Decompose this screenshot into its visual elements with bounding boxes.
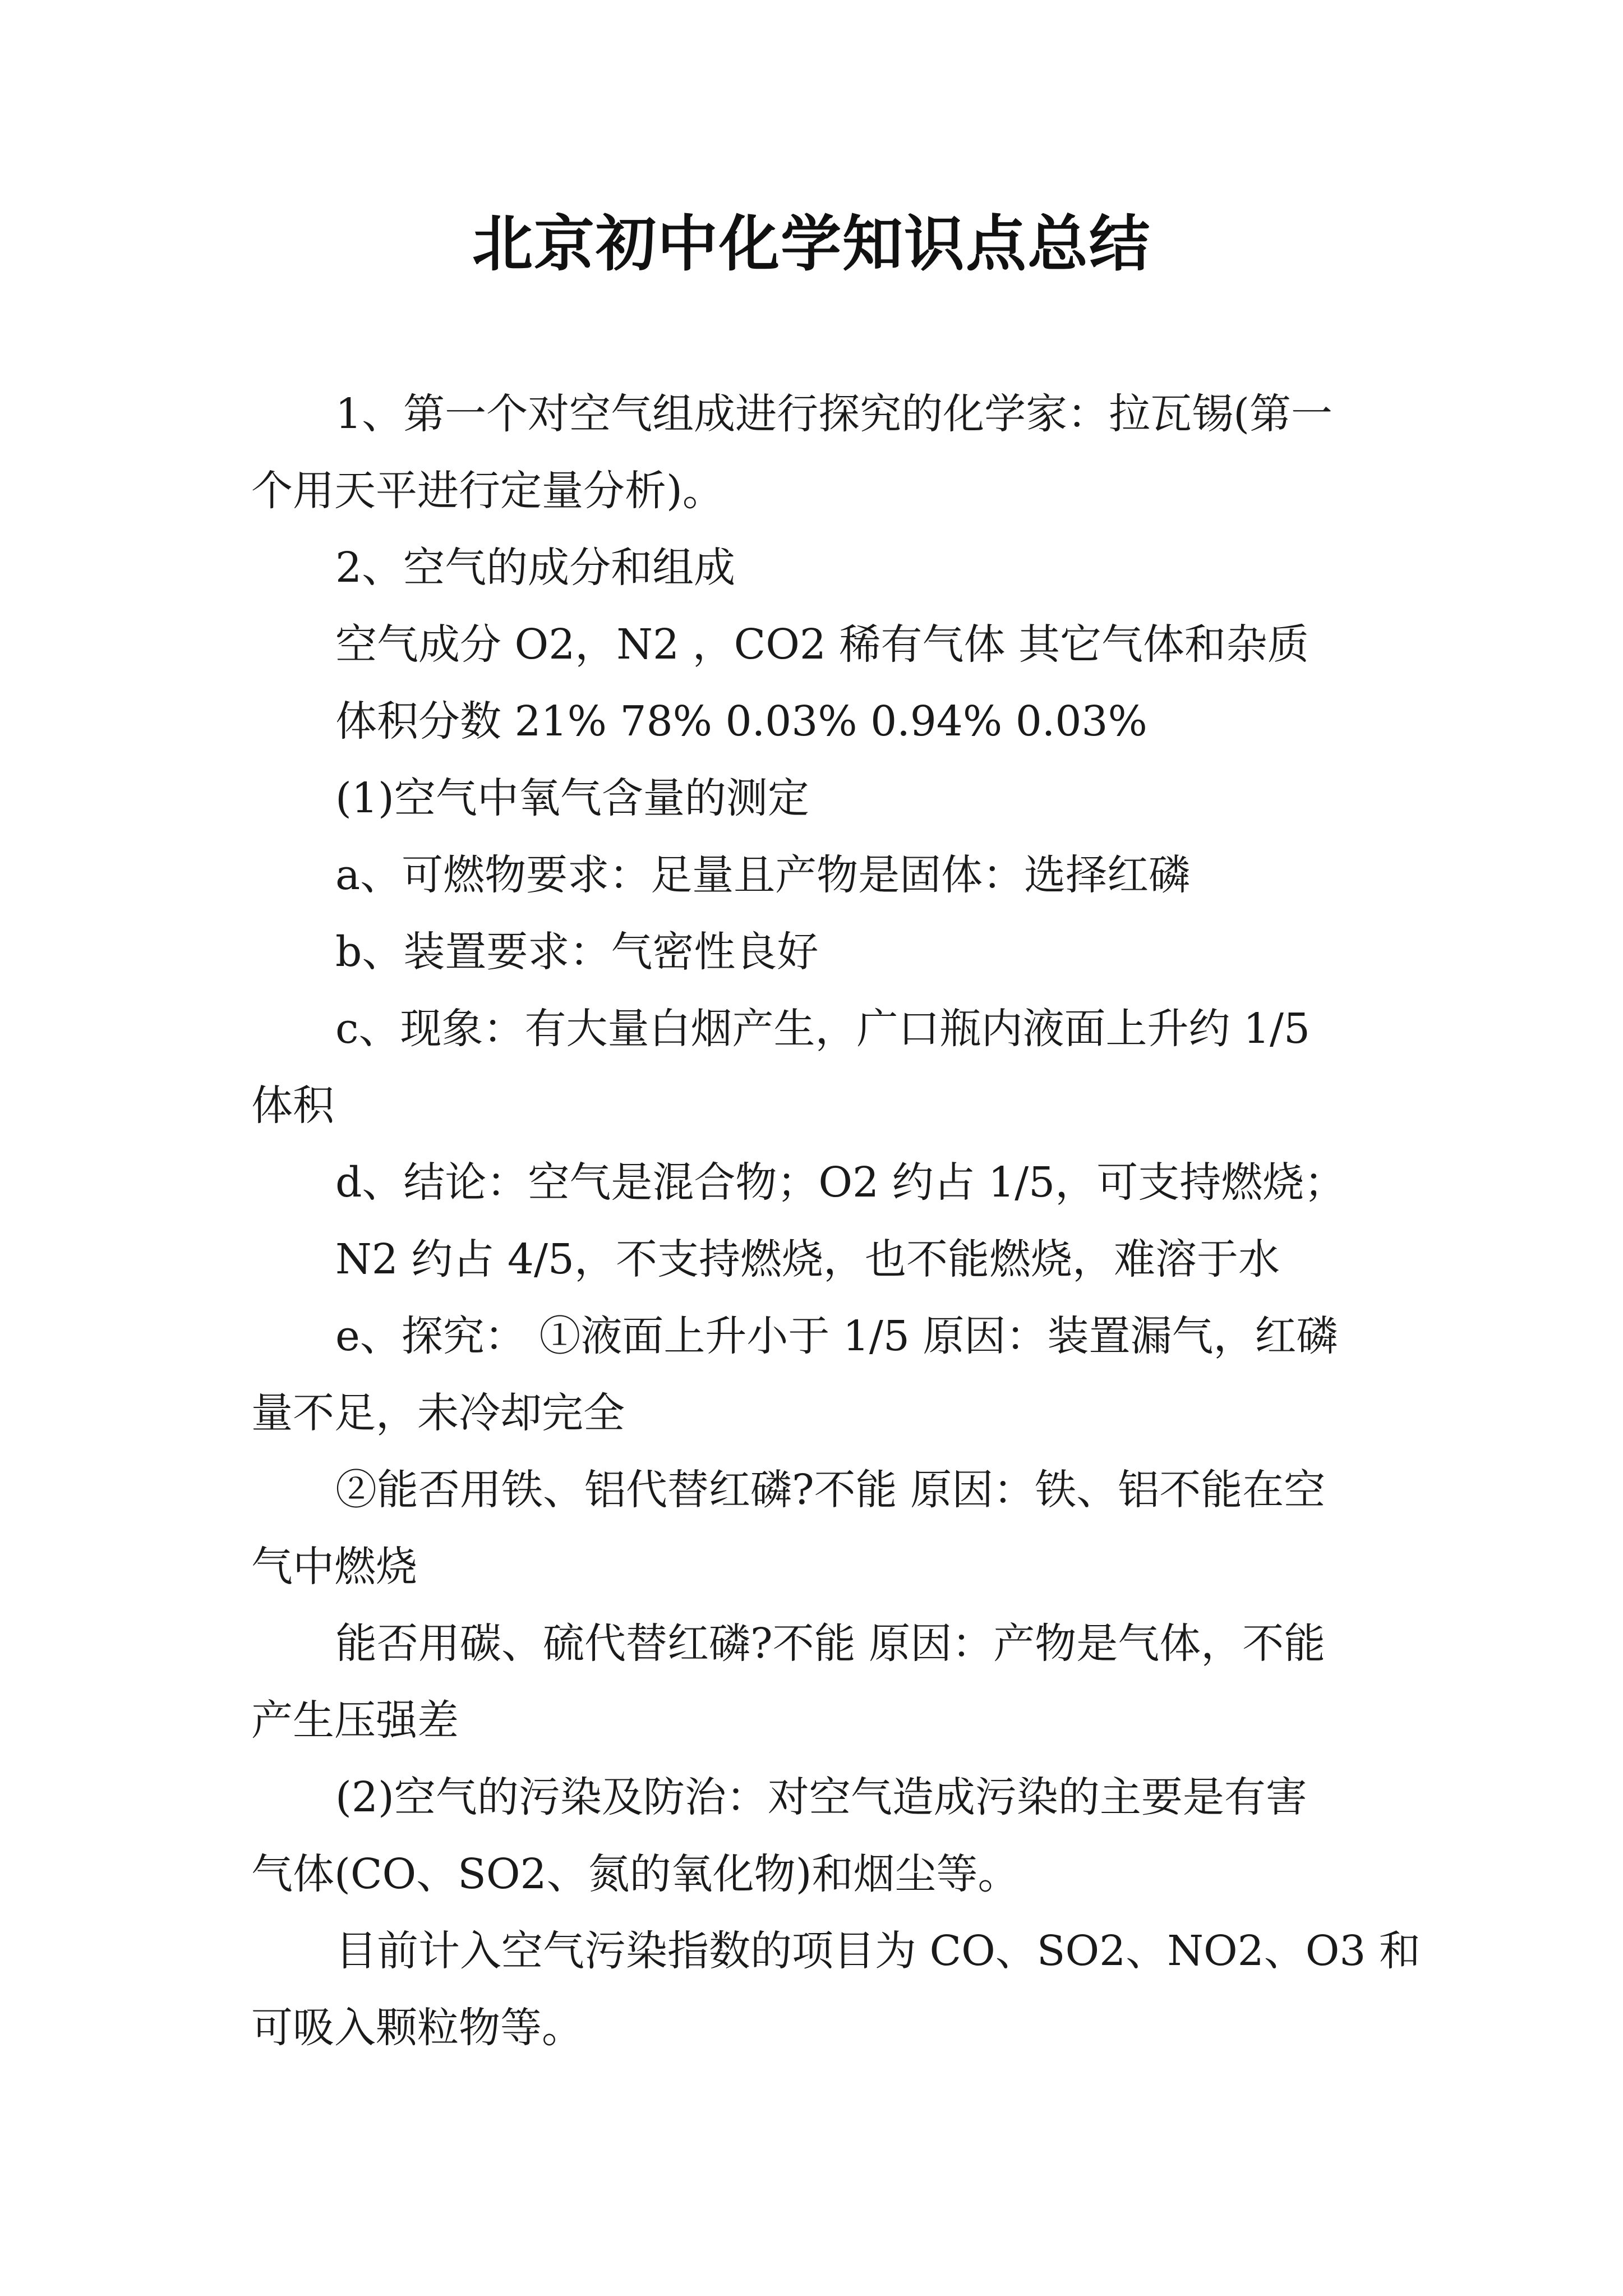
paragraph-line: b、装置要求：气密性良好 bbox=[335, 928, 819, 976]
paragraph-line: a、可燃物要求：足量且产物是固体：选择红磷 bbox=[335, 851, 1191, 899]
paragraph-line: 体积分数 21% 78% 0.03% 0.94% 0.03% bbox=[335, 697, 1147, 746]
paragraph-line: 气体(CO、SO2、氮的氧化物)和烟尘等。 bbox=[251, 1850, 1020, 1898]
paragraph-line: e、探究： ①液面上升小于 1/5 原因：装置漏气，红磷 bbox=[335, 1312, 1338, 1360]
paragraph-line: d、结论：空气是混合物；O2 约占 1/5，可支持燃烧； bbox=[335, 1158, 1346, 1207]
paragraph-line: N2 约占 4/5，不支持燃烧，也不能燃烧，难溶于水 bbox=[335, 1235, 1280, 1283]
paragraph-line: 个用天平进行定量分析)。 bbox=[251, 467, 724, 515]
paragraph-line: 能否用碳、硫代替红磷?不能 原因：产物是气体，不能 bbox=[335, 1619, 1326, 1668]
document-body bbox=[251, 376, 1421, 2067]
paragraph-line: 气中燃烧 bbox=[251, 1543, 417, 1591]
paragraph-line: (1)空气中氧气含量的测定 bbox=[335, 774, 809, 822]
paragraph-line: 2、空气的成分和组成 bbox=[335, 544, 736, 592]
paragraph-line: (2)空气的污染及防治：对空气造成污染的主要是有害 bbox=[335, 1773, 1307, 1821]
page-title: 北京初中化学知识点总结 bbox=[472, 209, 1151, 279]
paragraph-line: ②能否用铁、铝代替红磷?不能 原因：铁、铝不能在空 bbox=[335, 1466, 1326, 1514]
paragraph-line: 产生压强差 bbox=[251, 1696, 459, 1745]
paragraph-line: 量不足，未冷却完全 bbox=[251, 1389, 625, 1437]
paragraph-line: c、现象：有大量白烟产生，广口瓶内液面上升约 1/5 bbox=[335, 1005, 1311, 1053]
paragraph-line: 空气成分 O2，N2 ，CO2 稀有气体 其它气体和杂质 bbox=[335, 620, 1310, 669]
paragraph-line: 体积 bbox=[251, 1082, 334, 1130]
paragraph-line: 目前计入空气污染指数的项目为 CO、SO2、NO2、O3 和 bbox=[335, 1927, 1421, 1975]
paragraph-line: 1、第一个对空气组成进行探究的化学家：拉瓦锡(第一 bbox=[335, 390, 1332, 438]
paragraph-line: 可吸入颗粒物等。 bbox=[251, 2004, 583, 2052]
